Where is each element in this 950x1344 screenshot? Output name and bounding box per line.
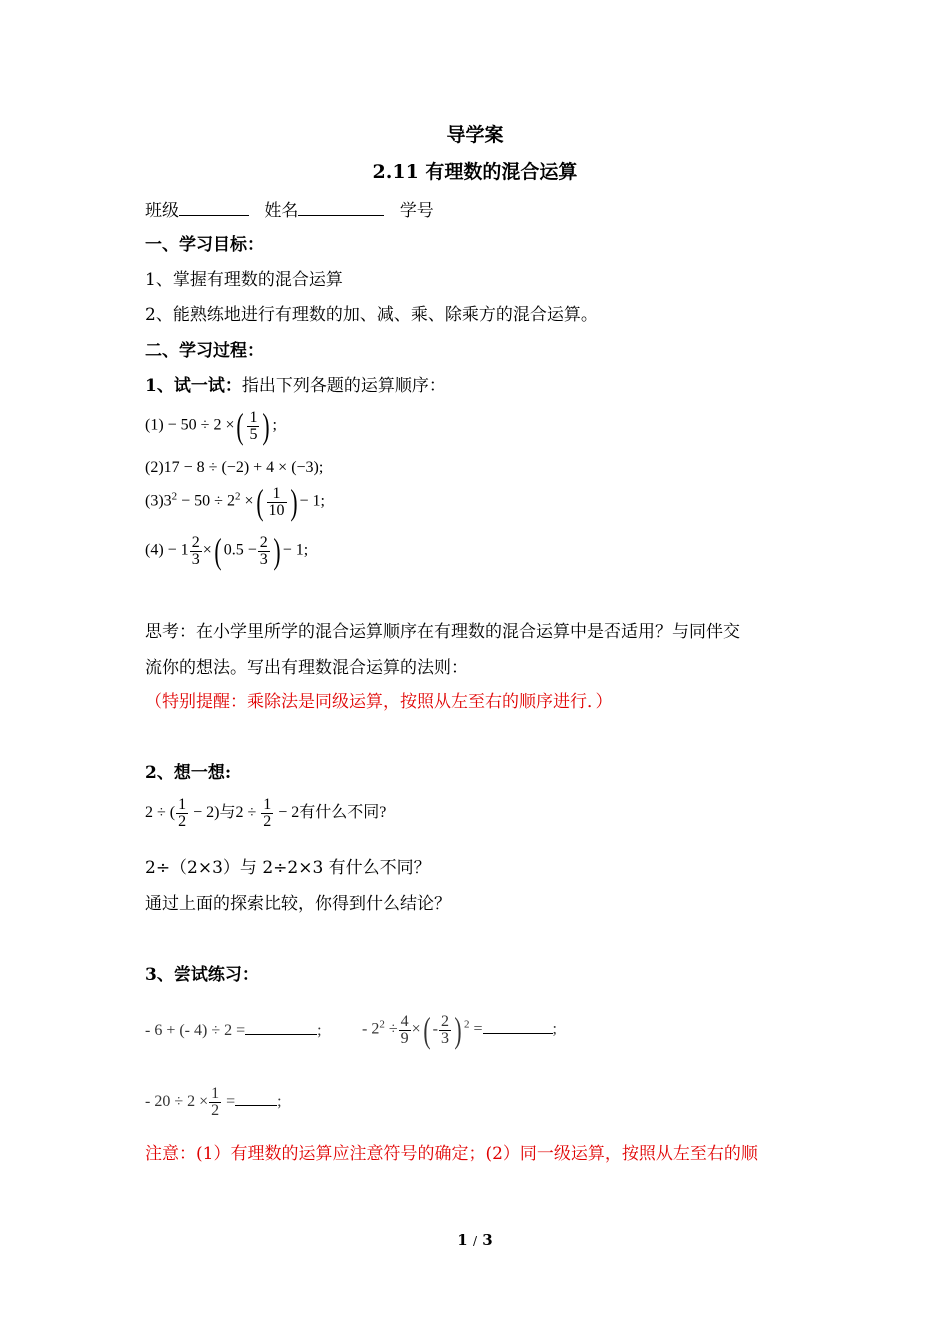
- problem-1: (1) − 50 ÷ 2 ×( $\frac{1}{5}$ ) ;: [145, 406, 277, 446]
- problem-4-mixed-fraction: $\frac{2}{3}$: [191, 533, 200, 568]
- student-info-line: [145, 199, 434, 222]
- goal-item-2: 2、能熟练地进行有理数的加、减、乘、除乘方的混合运算。: [145, 305, 598, 325]
- step3-label: 3、尝试练习：: [145, 965, 259, 985]
- think-line-1: 思考：在小学里所学的混合运算顺序在有理数的混合运算中是否适用？与同伴交: [145, 622, 740, 642]
- step1-text: 指出下列各题的运算顺序：: [241, 376, 446, 396]
- problem-3: $(3)3^2 - 50 \div 2^2$ ×( $\frac{1}{10}$ ) − 1;: [145, 482, 325, 522]
- doc-title: 导学案: [446, 124, 504, 146]
- problem-1-fraction: $\frac{1}{5}$: [249, 408, 258, 443]
- exercise-3-blank: [235, 1091, 277, 1106]
- class-label: 班级: [145, 201, 179, 221]
- exercise-2: - $2^2$ ÷ $\frac{4}{9}$ ×( - $\frac{2}{3}$ ) $^2$ = ;: [362, 1010, 557, 1050]
- exercise-1: - 6 + (- 4) ÷ 2 = ;: [145, 1022, 322, 1039]
- goal-item-1: 1、掌握有理数的混合运算: [145, 270, 343, 290]
- exercise-2-blank: [483, 1019, 553, 1034]
- step1-line: [145, 375, 446, 397]
- step2-label: 2、想一想:: [145, 763, 232, 783]
- step1-label: 1、试一试：: [145, 376, 242, 396]
- problem-4: (4) − 1 $\frac{2}{3}$ ×( 0.5 − $\frac{2}{3}$ ) − 1;: [145, 531, 309, 571]
- problem-4-fraction: $\frac{2}{3}$: [259, 533, 268, 568]
- id-label: 学号: [399, 201, 434, 221]
- compare-line-2: 2÷（2×3）与 2÷2×3 有什么不同？: [145, 858, 431, 878]
- exercise-1-blank: [245, 1020, 317, 1035]
- problem-3-fraction: $\frac{1}{10}$: [268, 484, 285, 519]
- special-reminder: （特别提醒：乘除法是同级运算，按照从左至右的顺序进行．）: [145, 692, 613, 712]
- name-label: 姓名: [264, 201, 299, 221]
- section1-heading: 一、学习目标：: [145, 235, 264, 255]
- attention-note: 注意：(1）有理数的运算应注意符号的确定；(2）同一级运算，按照从左至右的顺: [145, 1144, 758, 1164]
- page-number: 1 / 3: [457, 1231, 493, 1249]
- exercise-3: - 20 ÷ 2 × $\frac{1}{2}$ = ;: [145, 1085, 282, 1119]
- doc-subtitle: 2.11 有理数的混合运算: [372, 161, 578, 183]
- section2-heading: 二、学习过程：: [145, 341, 264, 361]
- compare-expression: 2 ÷ ( $\frac{1}{2}$ − 2)与2 ÷ $\frac{1}{2}$ − 2有什么不同?: [145, 796, 387, 830]
- think-line-2: 流你的想法。写出有理数混合运算的法则：: [145, 658, 468, 678]
- problem-2: (2)17 − 8 ÷ (−2) + 4 × (−3);: [145, 459, 324, 476]
- name-blank: [298, 199, 384, 216]
- problem-1-prefix: (1) − 50 ÷ 2 ×: [145, 416, 235, 434]
- conclusion-question: 通过上面的探索比较，你得到什么结论？: [145, 894, 451, 914]
- class-blank: [179, 199, 249, 216]
